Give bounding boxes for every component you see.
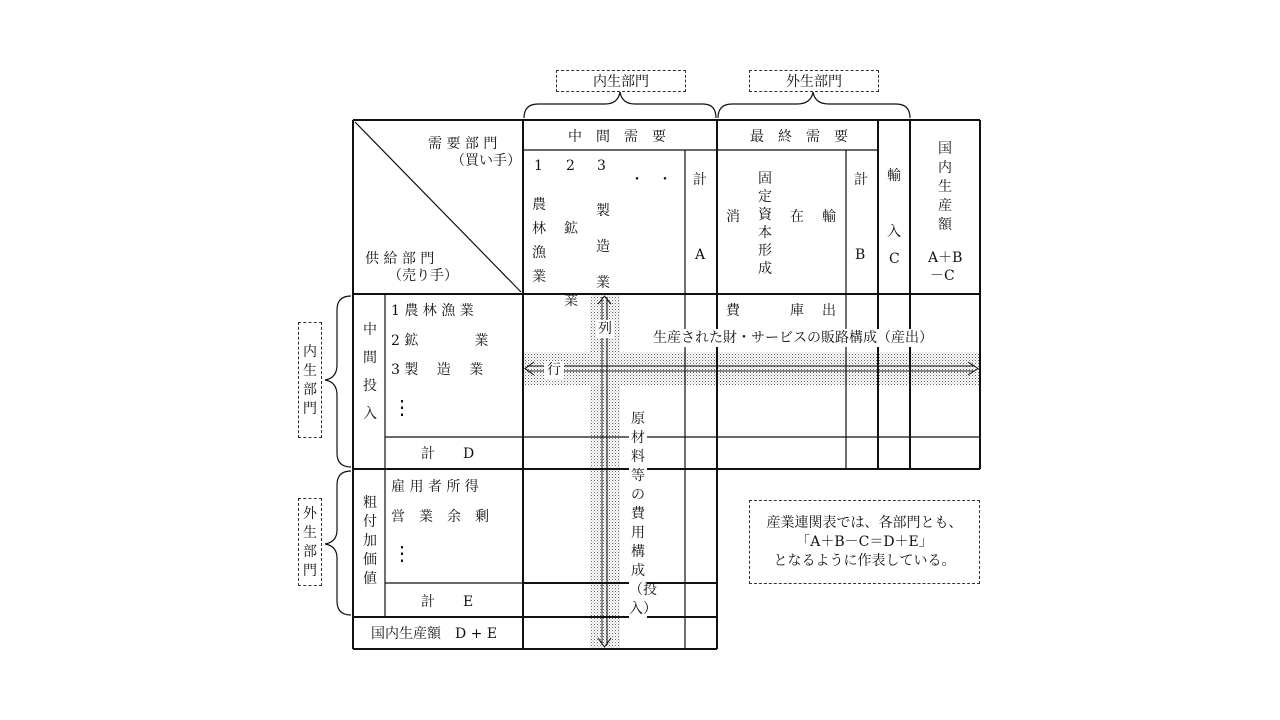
final-col-inventory: 在庫 bbox=[790, 209, 804, 319]
value-added-label: 粗付加価値 bbox=[363, 495, 377, 587]
sales-composition-annotation: 生産された財・サービスの販路構成（産出） bbox=[650, 329, 936, 347]
final-col-fixed-capital: 固定資本形成 bbox=[758, 171, 772, 277]
final-col-consumption: 消費 bbox=[726, 209, 740, 319]
col-2-number: 2 bbox=[566, 158, 575, 174]
seller-label: （売り手） bbox=[388, 268, 458, 284]
total-e-label: 計 E bbox=[421, 594, 474, 610]
total-d-label: 計 D bbox=[421, 446, 475, 462]
left-exogenous-label: 外生部門 bbox=[298, 498, 322, 586]
total-b-label: 計 bbox=[854, 172, 868, 188]
row-annotation: 行 bbox=[544, 361, 564, 379]
b-label: B bbox=[855, 247, 866, 263]
top-exogenous-label: 外生部門 bbox=[749, 70, 879, 92]
note-line-2: 「A＋B－C＝D＋E」 bbox=[796, 533, 933, 550]
domestic-output-row-label: 国内生産額 D + E bbox=[371, 626, 498, 642]
demand-sector-label: 需 要 部 門 bbox=[428, 136, 498, 152]
value-added-dots: ⋮ bbox=[392, 541, 412, 565]
row-1-label: 1 農 林 漁 業 bbox=[391, 303, 474, 319]
employee-income-label: 雇 用 者 所 得 bbox=[391, 479, 479, 495]
note-line-3: となるように作表している。 bbox=[773, 552, 956, 569]
domestic-output-header: 国内生産額 bbox=[938, 141, 952, 233]
total-a-label: 計 bbox=[693, 172, 707, 188]
supply-sector-label: 供 給 部 門 bbox=[365, 251, 435, 267]
col-2-name: 鉱業 bbox=[564, 221, 578, 309]
row-dots: ⋮ bbox=[392, 395, 412, 419]
left-endogenous-label: 内生部門 bbox=[298, 322, 322, 438]
operating-surplus-label: 営 業 余 剰 bbox=[391, 509, 489, 525]
a-label: A bbox=[695, 247, 706, 263]
final-demand-header: 最 終 需 要 bbox=[750, 129, 848, 145]
c-label: C bbox=[889, 251, 900, 267]
row-3-label: 3 製 造 業 bbox=[391, 362, 484, 378]
domestic-output-formula-1: A＋B bbox=[928, 250, 963, 266]
imports-label: 輸入 bbox=[887, 168, 901, 240]
row-2-label: 2 鉱 業 bbox=[391, 333, 489, 349]
col-1-name: 農林漁業 bbox=[532, 197, 546, 285]
col-3-number: 3 bbox=[597, 158, 606, 174]
buyer-label: （買い手） bbox=[451, 153, 521, 169]
cost-composition-annotation: 原材料等の費用構成（投入） bbox=[629, 411, 657, 617]
col-1-number: 1 bbox=[534, 158, 543, 174]
note-line-1: 産業連関表では、各部門とも、 bbox=[766, 514, 963, 531]
final-col-exports: 輸出 bbox=[822, 209, 836, 319]
top-endogenous-label: 内生部門 bbox=[556, 70, 686, 92]
domestic-output-formula-2: －C bbox=[930, 268, 955, 284]
intermediate-input-label: 中間投入 bbox=[363, 322, 377, 422]
column-shading bbox=[590, 295, 620, 649]
note-box bbox=[749, 500, 980, 584]
col-dots: ・・ bbox=[630, 172, 686, 188]
col-3-name: 製造業 bbox=[596, 203, 610, 291]
intermediate-demand-header: 中 間 需 要 bbox=[568, 129, 666, 145]
column-annotation: 列 bbox=[598, 321, 612, 337]
